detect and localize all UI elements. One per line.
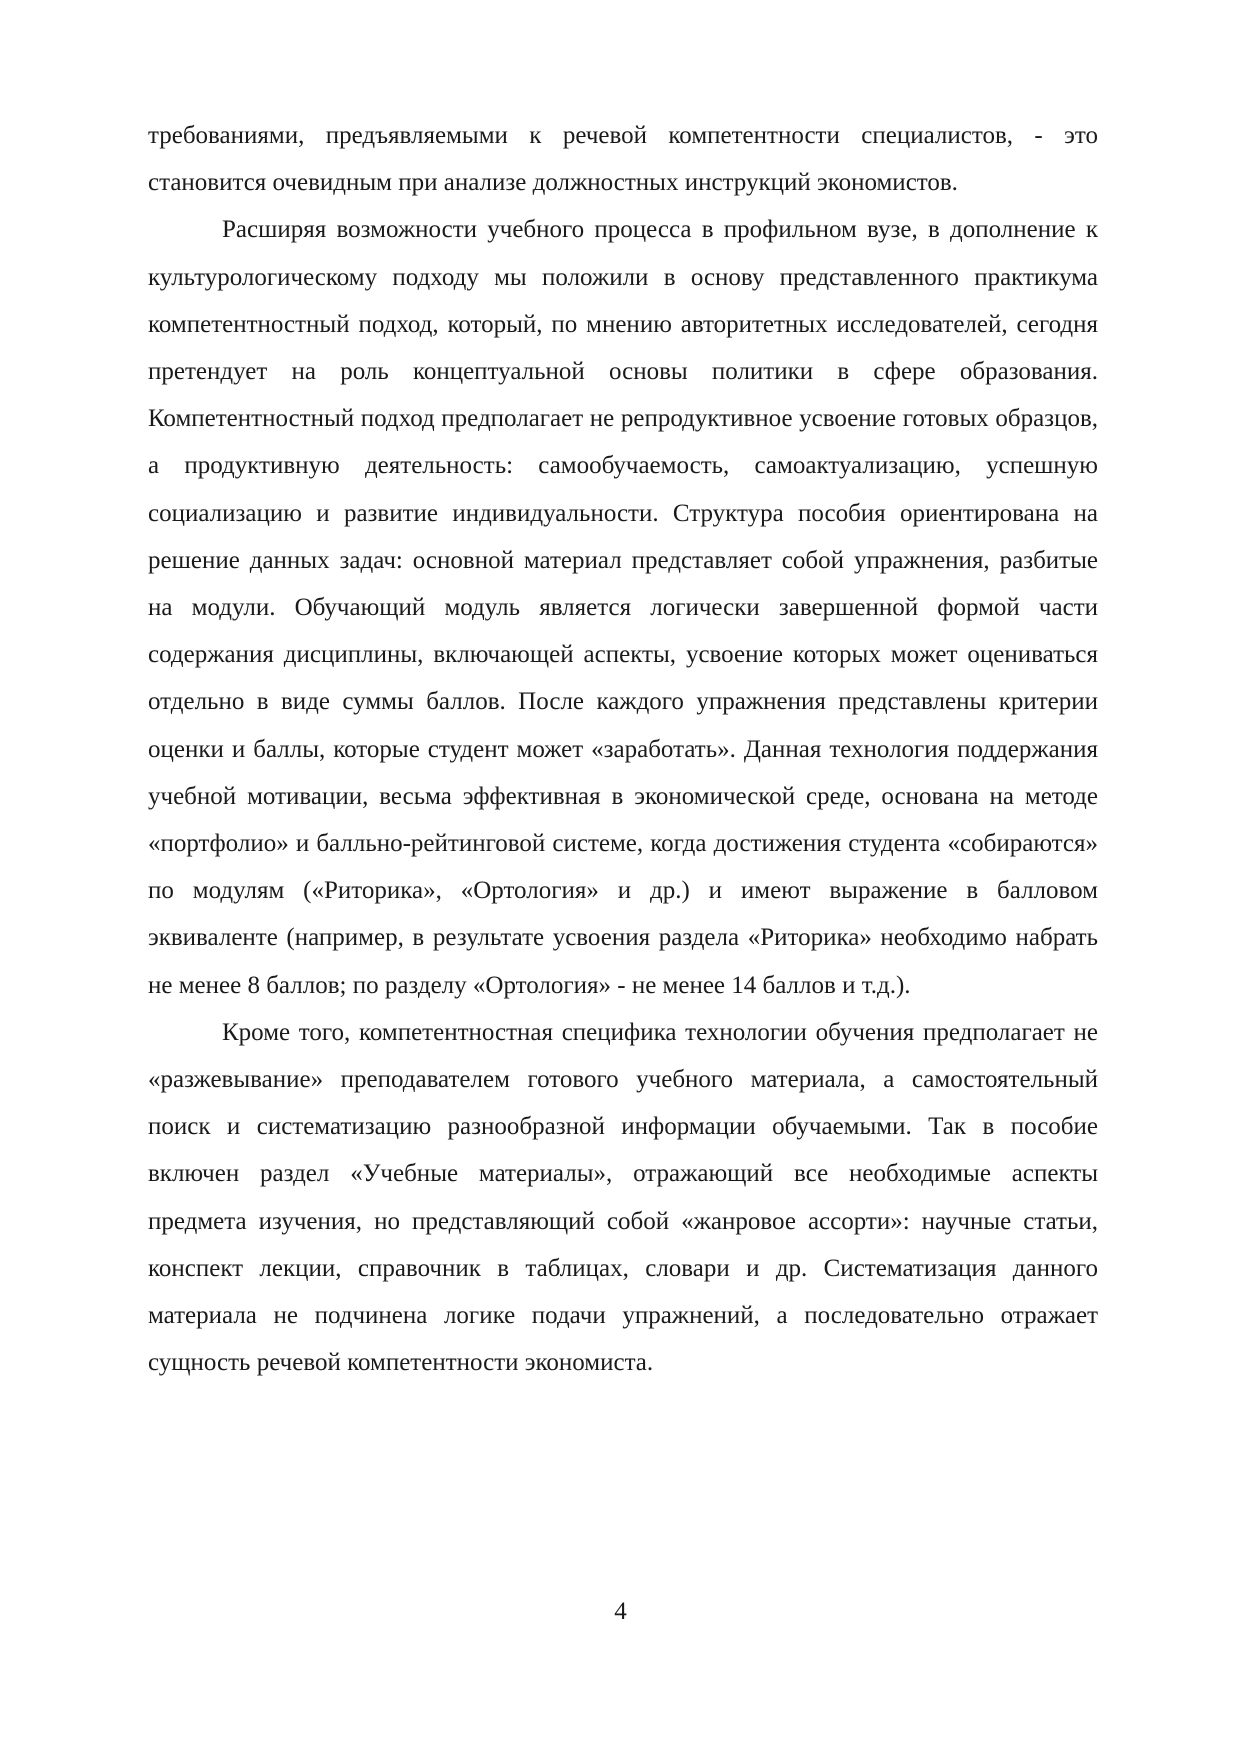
paragraph-continuation: требованиями, предъявляемыми к речевой компетентности специалистов, - это становится очевидным при анализе должностных инструкций экономистов. [148,122,1098,197]
paragraph-learning-materials: Кроме того, компетентностная специфика технологии обучения предполагает не «разжевывание» преподавателем готового учебного материала, а самостоятельный поиск и систематизацию разнообразной информации обучаемыми. Так в пособие включен раздел «Учебные материалы», отражающий все необходимые аспекты предмета изучения, но представляющий собой «жанровое ассорти»: научные статьи, конспект лекции, справочник в таблицах, словари и др. Систематизация данного материала не подчинена логике подачи упражнений, а последовательно отражает сущность речевой компетентности экономиста. [148,1018,1098,1377]
paragraph-competence-approach: Расширяя возможности учебного процесса в профильном вузе, в дополнение к культурологическому подходу мы положили в основу представленного практикума компетентностный подход, который, по мнению авторитетных исследователей, сегодня претендует на роль концептуальной основы политики в сфере образования. Компетентностный подход предполагает не репродуктивное усвоение готовых образцов, а продуктивную деятельность: самообучаемость, самоактуализацию, успешную социализацию и развитие индивидуальности. Структура пособия ориентирована на решение данных задач: основной материал представляет собой упражнения, разбитые на модули. Обучающий модуль является логически завершенной формой части содержания дисциплины, включающей аспекты, усвоение которых может оцениваться отдельно в виде суммы баллов. После каждого упражнения представлены критерии оценки и баллы, которые студент может «заработать». Данная технология поддержания учебной мотивации, весьма эффективная в экономической среде, основана на методе «портфолио» и балльно-рейтинговой системе, когда достижения студента «собираются» по модулям («Риторика», «Ортология» и др.) и имеют выражение в балловом эквиваленте (например, в результате усвоения раздела «Риторика» необходимо набрать не менее 8 баллов; по разделу «Ортология» - не менее 14 баллов и т.д.). [148,216,1098,999]
body-text [148,112,1098,1386]
page-number: 4 [614,1598,627,1625]
